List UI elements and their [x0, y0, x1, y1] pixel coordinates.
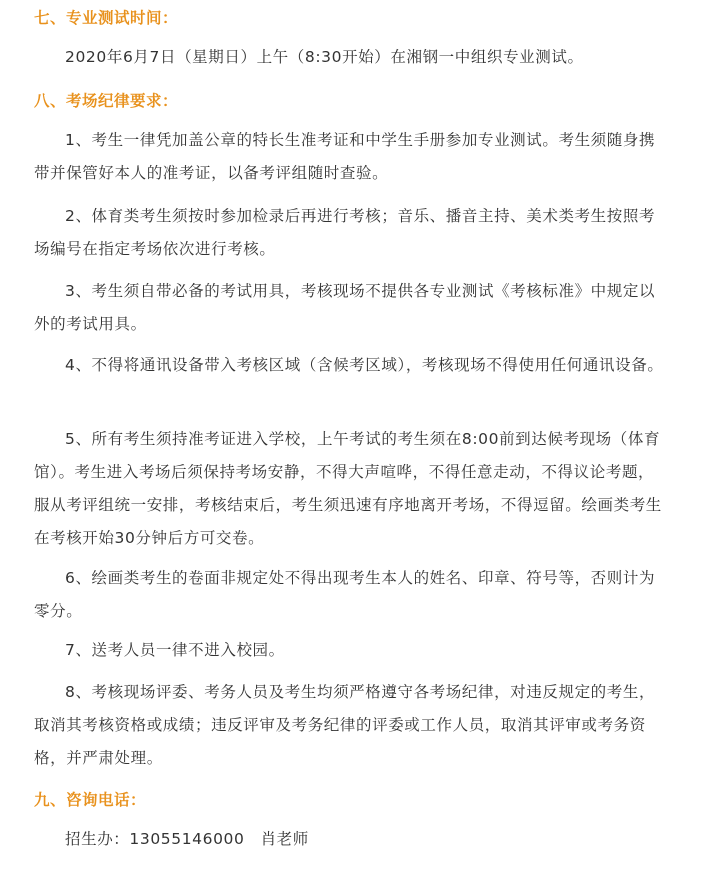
rule-item-7: 7、送考人员一律不进入校园。: [65, 641, 285, 659]
section-9-contact: 招生办：13055146000 肖老师: [65, 830, 309, 848]
rule-item-5: 5、所有考生须持准考证进入学校，上午考试的考生须在8:00前到达候考现场（体育馆）。考生进入考场后须保持考场安静，不得大声喧哗，不得任意走动，不得议论考题，服从考评组统一安排，考核结束后，考生须迅速有序地离开考场，不得逗留。绘画类考生在考核开始30分钟后方可交卷。: [34, 430, 662, 547]
rule-item-1: 1、考生一律凭加盖公章的特长生准考证和中学生手册参加专业测试。考生须随身携带并保管好本人的准考证，以备考评组随时查验。: [34, 131, 656, 182]
section-9-heading: 九、咨询电话：: [34, 791, 147, 809]
rule-item-3: 3、考生须自带必备的考试用具，考核现场不提供各专业测试《考核标准》中规定以外的考试用具。: [34, 282, 656, 333]
rule-item-4: 4、不得将通讯设备带入考核区域（含候考区域），考核现场不得使用任何通讯设备。: [65, 356, 664, 374]
section-7-heading: 七、专业测试时间：: [34, 9, 179, 27]
section-7-body: 2020年6月7日（星期日）上午（8:30开始）在湘钢一中组织专业测试。: [65, 48, 584, 66]
section-8-heading: 八、考场纪律要求：: [34, 92, 179, 110]
rule-item-8: 8、考核现场评委、考务人员及考生均须严格遵守各考场纪律，对违反规定的考生，取消其考核资格或成绩；违反评审及考务纪律的评委或工作人员，取消其评审或考务资格，并严肃处理。: [34, 683, 656, 767]
rule-item-6: 6、绘画类考生的卷面非规定处不得出现考生本人的姓名、印章、符号等，否则计为零分。: [34, 569, 656, 620]
rule-item-2: 2、体育类考生须按时参加检录后再进行考核；音乐、播音主持、美术类考生按照考场编号在指定考场依次进行考核。: [34, 207, 656, 258]
